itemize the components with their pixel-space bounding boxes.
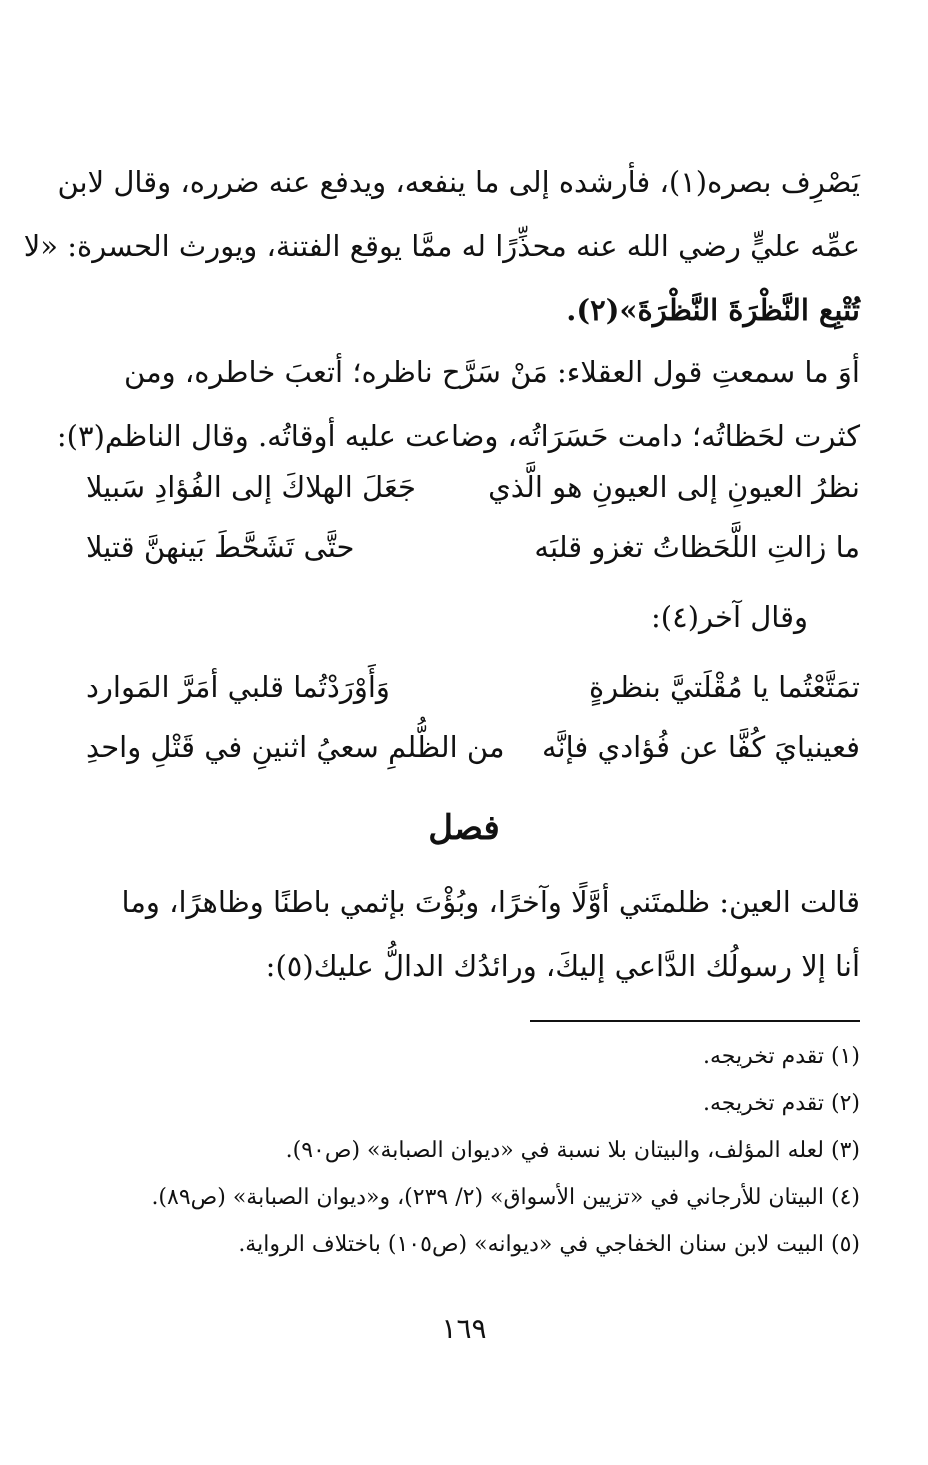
paragraph-3-line-2: أنا إلا رسولُك الدَّاعي إليكَ، ورائدُك الدالُّ عليك(٥): bbox=[265, 949, 860, 983]
poem-1-verse-2 bbox=[86, 530, 860, 590]
poem-2-verse-1-second-hemistich: وَأَوْرَدْتُما قلبي أمَرَّ المَوارد bbox=[86, 670, 390, 704]
paragraph-1-line-3: تُتْبِع النَّظْرَةَ النَّظْرَةَ»(٢). bbox=[566, 293, 860, 327]
poem-2-verse-2-first-hemistich: فعينيايَ كُفَّا عن فُؤادي فإنَّه bbox=[541, 730, 860, 764]
poem-1-verse-2-first-hemistich: ما زالتِ اللَّحَظاتُ تغزو قلبَه bbox=[534, 530, 860, 564]
paragraph-2-line-2: كثرت لحَظاتُه؛ دامت حَسَرَاتُه، وضاعت عليه أوقاتُه. وقال الناظم(٣): bbox=[56, 419, 860, 453]
poem-2-verse-1 bbox=[86, 670, 860, 730]
poem-2-verse-1-first-hemistich: تمَتَّعْتُما يا مُقْلَتيَّ بنظرةٍ bbox=[588, 670, 860, 704]
poem-1-verse-1-second-hemistich: جَعَلَ الهلاكَ إلى الفُؤادِ سَبيلا bbox=[86, 470, 416, 504]
poem-1-verse-2-second-hemistich: حتَّى تَشَحَّطَ بَينهنَّ قتيلا bbox=[86, 530, 355, 564]
paragraph-1-line-2: عمِّه عليٍّ رضي الله عنه محذِّرًا له ممَّا يوقع الفتنة، ويورث الحسرة: «لا bbox=[23, 229, 860, 263]
footnote-2: (٢) تقدم تخريجه. bbox=[703, 1091, 860, 1116]
poem-2-intro-text: وقال آخر(٤): bbox=[651, 600, 808, 634]
paragraph-1 bbox=[23, 150, 860, 342]
footnote-1: (١) تقدم تخريجه. bbox=[703, 1044, 860, 1069]
poem-2-intro bbox=[86, 600, 808, 660]
section-heading: فصل bbox=[428, 808, 500, 848]
paragraph-1-line-1: يَصْرِف بصره(١)، فأرشده إلى ما ينفعه، ويدفع عنه ضرره، وقال لابن bbox=[57, 165, 860, 199]
paragraph-2-line-1: أوَ ما سمعتِ قول العقلاء: مَنْ سَرَّح ناظره؛ أتعبَ خاطره، ومن bbox=[124, 355, 860, 389]
footnote-4: (٤) البيتان للأرجاني في «تزيين الأسواق» (٢/ ٢٣٩)، و«ديوان الصبابة» (ص٨٩). bbox=[151, 1185, 860, 1210]
footnote-5: (٥) البيت لابن سنان الخفاجي في «ديوانه» (ص١٠٥) باختلاف الرواية. bbox=[238, 1232, 860, 1257]
paragraph-2 bbox=[56, 340, 860, 468]
poem-2-verse-2 bbox=[86, 730, 860, 790]
paragraph-3 bbox=[86, 870, 860, 998]
poem-1-verse-1 bbox=[86, 470, 860, 530]
poem-1-verse-1-first-hemistich: نظرُ العيونِ إلى العيونِ هو الَّذي bbox=[488, 470, 860, 504]
page-number: ١٦٩ bbox=[441, 1312, 487, 1345]
footnote-3: (٣) لعله المؤلف، والبيتان بلا نسبة في «ديوان الصبابة» (ص٩٠). bbox=[285, 1138, 860, 1163]
footnote-separator bbox=[530, 1020, 860, 1022]
paragraph-3-line-1: قالت العين: ظلمتَني أوَّلًا وآخرًا، وبُؤْتَ بإثمي باطنًا وظاهرًا، وما bbox=[121, 885, 860, 919]
poem-2-verse-2-second-hemistich: من الظُّلمِ سعيُ اثنينِ في قَتْلِ واحدِ bbox=[86, 730, 505, 764]
